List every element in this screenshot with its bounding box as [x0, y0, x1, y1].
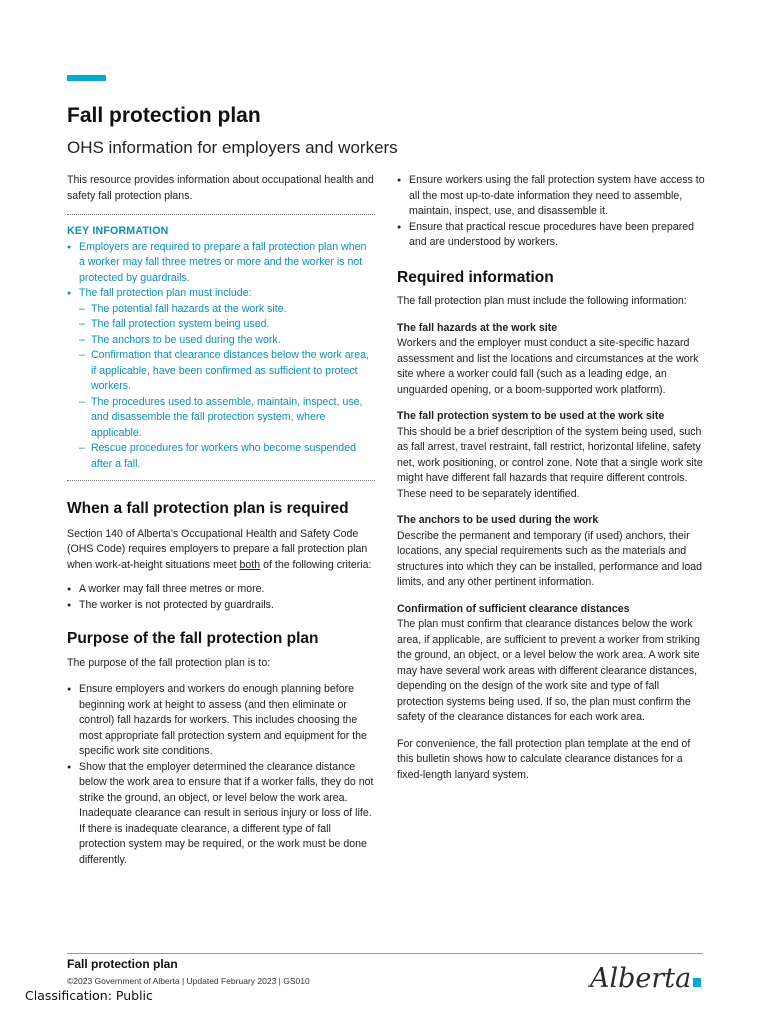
when-required-heading: When a fall protection plan is required: [67, 500, 349, 517]
footer-title: Fall protection plan: [67, 957, 178, 971]
divider: [67, 480, 375, 481]
sub-list-item: – The potential fall hazards at the work site.: [79, 302, 375, 318]
required-info-intro: The fall protection plan must include the following information:: [397, 295, 687, 307]
section-body: This should be a brief description of the system being used, such as fall arrest, travel restraint, fall restrict, horizontal lifeline, safety net, work positioning, or control zone. Note that a single work site might have different fall hazards that require different controls. These need to be separately identified.: [397, 425, 703, 500]
page-subtitle: OHS information for employers and workers: [67, 138, 398, 157]
list-item: ● A worker may fall three metres or more.: [67, 582, 375, 598]
section-body: The plan must confirm that clearance distances below the work area, if applicable, are sufficient to prevent a worker from striking the ground, an object, or a level below the work area. A work site may have several work areas with different clearance distances, depending on the design of the work site and type of fall protection systems being used. If so, the plan must confirm the safety of the clearance distances for each work area.: [397, 618, 701, 723]
purpose-heading: Purpose of the fall protection plan: [67, 630, 319, 647]
sub-list-item: – Rescue procedures for workers who become suspended after a fall.: [79, 441, 375, 472]
sub-list-item: – Confirmation that clearance distances below the work area, if applicable, have been confirmed as sufficient to protect workers.: [79, 348, 375, 395]
logo-wordmark: Alberta: [590, 963, 692, 994]
list-item: ● Employers are required to prepare a fall protection plan when a worker may fall three metres or more and the worker is not protected by guardrails.: [67, 240, 375, 287]
section-title: The anchors to be used during the work: [397, 514, 599, 526]
section-title: The fall protection system to be used at the work site: [397, 410, 665, 422]
list-item: ● Ensure employers and workers do enough planning before beginning work at height to assess (and then eliminate or control) fall hazards for workers. This includes choosing the most appropriate fall protection system and equipment for the specific work site conditions.: [67, 682, 375, 760]
purpose-intro: The purpose of the fall protection plan is to:: [67, 656, 271, 669]
alberta-logo: [588, 958, 703, 996]
footer-divider: [67, 953, 703, 954]
list-item: ● Show that the employer determined the clearance distance below the work area to ensure that if a worker falls, they do not strike the ground, an object, or level below the work area. Inadequate clearance can result in serious injury or loss of life. If there is inadequate clearance, a different type of fall protection system may be required, or the work must be done differently.: [67, 760, 375, 869]
right-column: [397, 173, 705, 783]
list-item-text: The fall protection plan must include:: [79, 287, 252, 299]
divider: [67, 214, 375, 215]
sub-list-item: – The anchors to be used during the work.: [79, 333, 375, 349]
emphasis-both: both: [239, 558, 261, 571]
footer-meta: ©2023 Government of Alberta | Updated February 2023 | GS010: [67, 976, 310, 986]
sub-list-item: – The fall protection system being used.: [79, 317, 375, 333]
sub-list-item: – The procedures used to assemble, maintain, inspect, use, and disassemble the fall protection system, where applicable.: [79, 395, 375, 442]
page-title: Fall protection plan: [67, 104, 261, 127]
key-information-heading: KEY INFORMATION: [67, 225, 169, 237]
section-title: The fall hazards at the work site: [397, 321, 558, 334]
required-info-heading: Required information: [397, 268, 554, 286]
logo-accent: [693, 978, 701, 987]
list-item: ● The worker is not protected by guardrails.: [67, 598, 375, 614]
when-required-body: Section 140 of Alberta’s Occupational Health and Safety Code (OHS Code) requires employers to prepare a fall protection plan when work-at-height situations meet both of the following criteria:: [67, 527, 372, 571]
accent-bar: [67, 75, 106, 81]
list-item: [67, 286, 375, 472]
list-item: ● Ensure that practical rescue procedures have been prepared and are understood by workers.: [397, 220, 705, 251]
closing-text: For convenience, the fall protection plan template at the end of this bulletin shows how to calculate clearance distances for a fixed-length lanyard system.: [397, 737, 691, 781]
classification-label: Classification: Public: [25, 988, 153, 1003]
section-body: Describe the permanent and temporary (if used) anchors, their locations, any special requirements such as the materials and structures into which they can be installed, performance and load limits, and any other pertinent information.: [397, 529, 703, 588]
left-column: [67, 173, 375, 868]
section-title: Confirmation of sufficient clearance distances: [397, 602, 630, 615]
intro-text: This resource provides information about occupational health and safety fall protection plans.: [67, 174, 374, 202]
section-body: Workers and the employer must conduct a site-specific hazard assessment and list the locations and circumstances at the work site where a worker could fall (such as a leading edge, an unguarded opening, or a boom-supported work platform).: [397, 337, 699, 396]
list-item: ● Ensure workers using the fall protection system have access to all the most up-to-date information they need to assemble, maintain, inspect, use, and disassemble it.: [397, 173, 705, 220]
key-information: [67, 224, 375, 472]
